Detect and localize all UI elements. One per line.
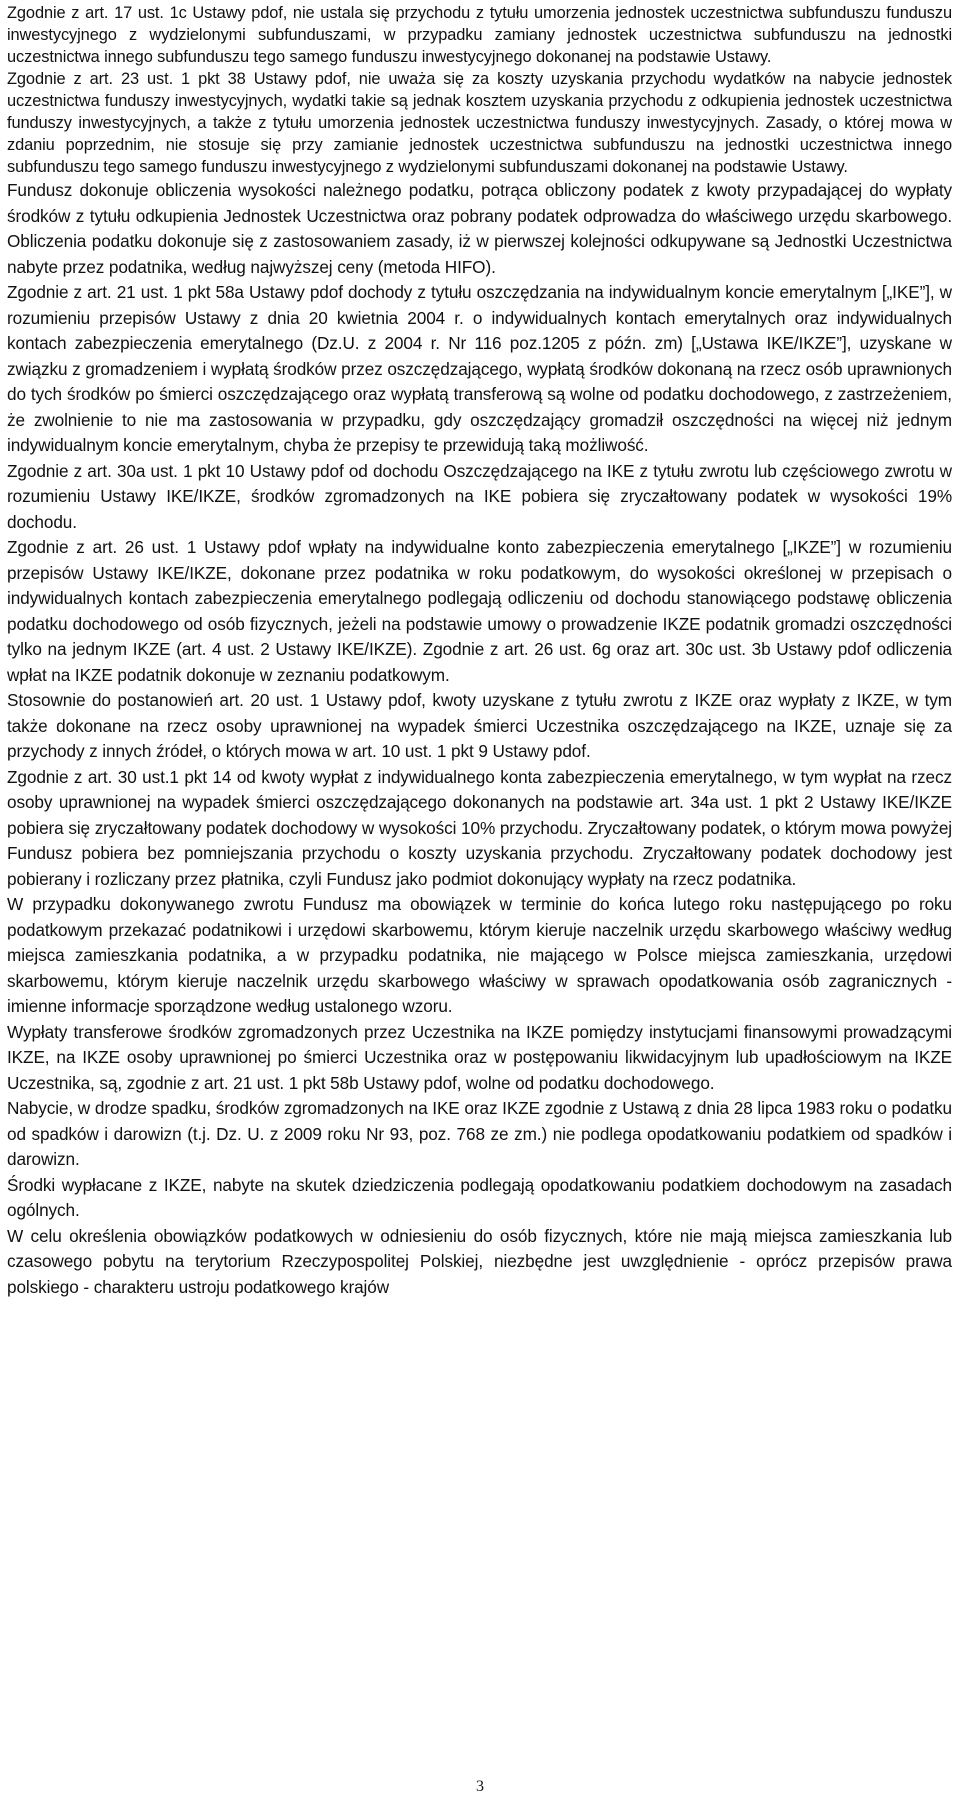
paragraph-ikze-inherited: Środki wypłacane z IKZE, nabyte na skutek dziedziczenia podlegają opodatkowaniu podatkiem dochodowym na zasadach ogólnych. (7, 1174, 952, 1220)
paragraph-transfers: Wypłaty transferowe środków zgromadzonych przez Uczestnika na IKZE pomiędzy instytucjami finansowymi prowadzącymi IKZE, na IKZE osoby uprawnionej po śmierci Uczestnika oraz w postępowaniu likwidacyjnym lub upadłościowym na IKZE Uczestnika, są, zgodnie z art. 21 ust. 1 pkt 58b Ustawy pdof, wolne od podatku dochodowego. (7, 1021, 952, 1093)
page-number: 3 (476, 1778, 484, 1795)
paragraph-art-23: Zgodnie z art. 23 ust. 1 pkt 38 Ustawy pdof, nie uważa się za koszty uzyskania przychodu wydatków na nabycie jednostek uczestnictwa funduszy inwestycyjnych, wydatki takie są jednak kosztem uzyskania przychodu z odkupienia jednostek uczestnictwa funduszy inwestycyjnych, a także z tytułu umorzenia jednostek uczestnictwa funduszy inwestycyjnych. Zasady, o której mowa w zdaniu poprzednim, nie stosuje się przy zamianie jednostek uczestnictwa subfunduszu na jednostki uczestnictwa innego subfunduszu tego samego funduszu inwestycyjnego z wydzielonymi subfunduszami dokonanej na podstawie Ustawy. (7, 70, 952, 176)
paragraph-reporting: W przypadku dokonywanego zwrotu Fundusz ma obowiązek w terminie do końca lutego roku następującego po roku podatkowym przekazać podatnikowi i urzędowi skarbowemu, którym kieruje naczelnik urzędu skarbowego właściwy według miejsca zamieszkania podatnika, a w przypadku podatnika, nie mającego w Polsce miejsca zamieszkania, urzędowi skarbowemu, którym kieruje naczelnik urzędu skarbowego właściwy w sprawach opodatkowania osób zagranicznych - imienne informacje sporządzone według ustalonego wzoru. (7, 894, 952, 1016)
document-body (7, 2, 952, 1300)
paragraph-non-residents: W celu określenia obowiązków podatkowych w odniesieniu do osób fizycznych, które nie mają miejsca zamieszkania lub czasowego pobytu na terytorium Rzeczypospolitej Polskiej, niezbędne jest uwzględnienie - oprócz przepisów prawa polskiego - charakteru ustroju podatkowego krajów (7, 1225, 952, 1297)
paragraph-art-17: Zgodnie z art. 17 ust. 1c Ustawy pdof, nie ustala się przychodu z tytułu umorzenia jednostek uczestnictwa subfunduszu funduszu inwestycyjnego z wydzielonymi subfunduszami, w przypadku zamiany jednostek uczestnictwa subfunduszu na jednostki uczestnictwa innego subfunduszu tego samego funduszu inwestycyjnego dokonanej na podstawie Ustawy. (7, 4, 952, 66)
paragraph-ikze-flat-tax: Zgodnie z art. 30 ust.1 pkt 14 od kwoty wypłat z indywidualnego konta zabezpieczenia emerytalnego, w tym wypłat na rzecz osoby uprawnionej na wypadek śmierci oszczędzającego dokonanych na podstawie art. 34a ust. 1 pkt 2 Ustawy IKE/IKZE pobiera się zryczałtowany podatek dochodowy w wysokości 10% przychodu. Zryczałtowany podatek, o którym mowa powyżej Fundusz pobiera bez pomniejszania przychodu o koszty uzyskania przychodu. Zryczałtowany podatek dochodowy jest pobierany i rozliczany przez płatnika, czyli Fundusz jako podmiot dokonujący wypłaty na rzecz podatnika. (7, 766, 952, 889)
paragraph-ikze-deduction: Zgodnie z art. 26 ust. 1 Ustawy pdof wpłaty na indywidualne konto zabezpieczenia emerytalnego [„IKZE”] w rozumieniu przepisów Ustawy IKE/IKZE, dokonane przez podatnika w roku podatkowym, do wysokości określonej w przepisach o indywidualnych kontach zabezpieczenia emerytalnego podlegają odliczeniu od dochodu stanowiącego podstawę obliczenia podatku dochodowego od osób fizycznych, jeżeli na podstawie umowy o prowadzenie IKZE podatnik gromadzi oszczędności tylko na jednym IKZE (art. 4 ust. 2 Ustawy IKE/IKZE). Zgodnie z art. 26 ust. 6g oraz art. 30c ust. 3b Ustawy pdof odliczenia wpłat na IKZE podatnik dokonuje w zeznaniu podatkowym. (7, 537, 952, 685)
paragraph-hifo: Fundusz dokonuje obliczenia wysokości należnego podatku, potrąca obliczony podatek z kwoty przypadającej do wypłaty środków z tytułu odkupienia Jednostek Uczestnictwa oraz pobrany podatek odprowadza do właściwego urzędu skarbowego. Obliczenia podatku dokonuje się z zastosowaniem zasady, iż w pierwszej kolejności odkupywane są Jednostki Uczestnictwa nabyte przez podatnika, według najwyższej ceny (metoda HIFO). (7, 180, 952, 277)
paragraph-inheritance: Nabycie, w drodze spadku, środków zgromadzonych na IKE oraz IKZE zgodnie z Ustawą z dnia 28 lipca 1983 roku o podatku od spadków i darowizn (t.j. Dz. U. z 2009 roku Nr 93, poz. 768 ze zm.) nie podlega opodatkowaniu podatkiem od spadków i darowizn. (7, 1098, 952, 1169)
paragraph-ike-exemption: Zgodnie z art. 21 ust. 1 pkt 58a Ustawy pdof dochody z tytułu oszczędzania na indywidualnym koncie emerytalnym [„IKE”], w rozumieniu przepisów Ustawy z dnia 20 kwietnia 2004 r. o indywidualnych kontach emerytalnych oraz indywidualnych kontach zabezpieczenia emerytalnego (Dz.U. z 2004 r. Nr 116 poz.1205 z późn. zm) [„Ustawa IKE/IKZE”], uzyskane w związku z gromadzeniem i wypłatą środków przez oszczędzającego, wypłatą środków dokonaną na rzecz osób uprawnionych do tych środków po śmierci oszczędzającego oraz wypłatą transferową są wolne od podatku dochodowego, z zastrzeżeniem, że zwolnienie to nie ma zastosowania w przypadku, gdy oszczędzający gromadził oszczędności na więcej niż jednym indywidualnym koncie emerytalnym, chyba że przepisy te przewidują taką możliwość. (7, 282, 952, 455)
paragraph-ikze-income: Stosownie do postanowień art. 20 ust. 1 Ustawy pdof, kwoty uzyskane z tytułu zwrotu z IKZE oraz wypłaty z IKZE, w tym także dokonane na rzecz osoby uprawnionej na wypadek śmierci Uczestnika oszczędzającego na IKZE, uznaje się za przychody z innych źródeł, o których mowa w art. 10 ust. 1 pkt 9 Ustawy pdof. (7, 690, 952, 761)
paragraph-ike-tax: Zgodnie z art. 30a ust. 1 pkt 10 Ustawy pdof od dochodu Oszczędzającego na IKE z tytułu zwrotu lub częściowego zwrotu w rozumieniu Ustawy IKE/IKZE, środków zgromadzonych na IKE pobiera się zryczałtowany podatek w wysokości 19% dochodu. (7, 460, 952, 532)
